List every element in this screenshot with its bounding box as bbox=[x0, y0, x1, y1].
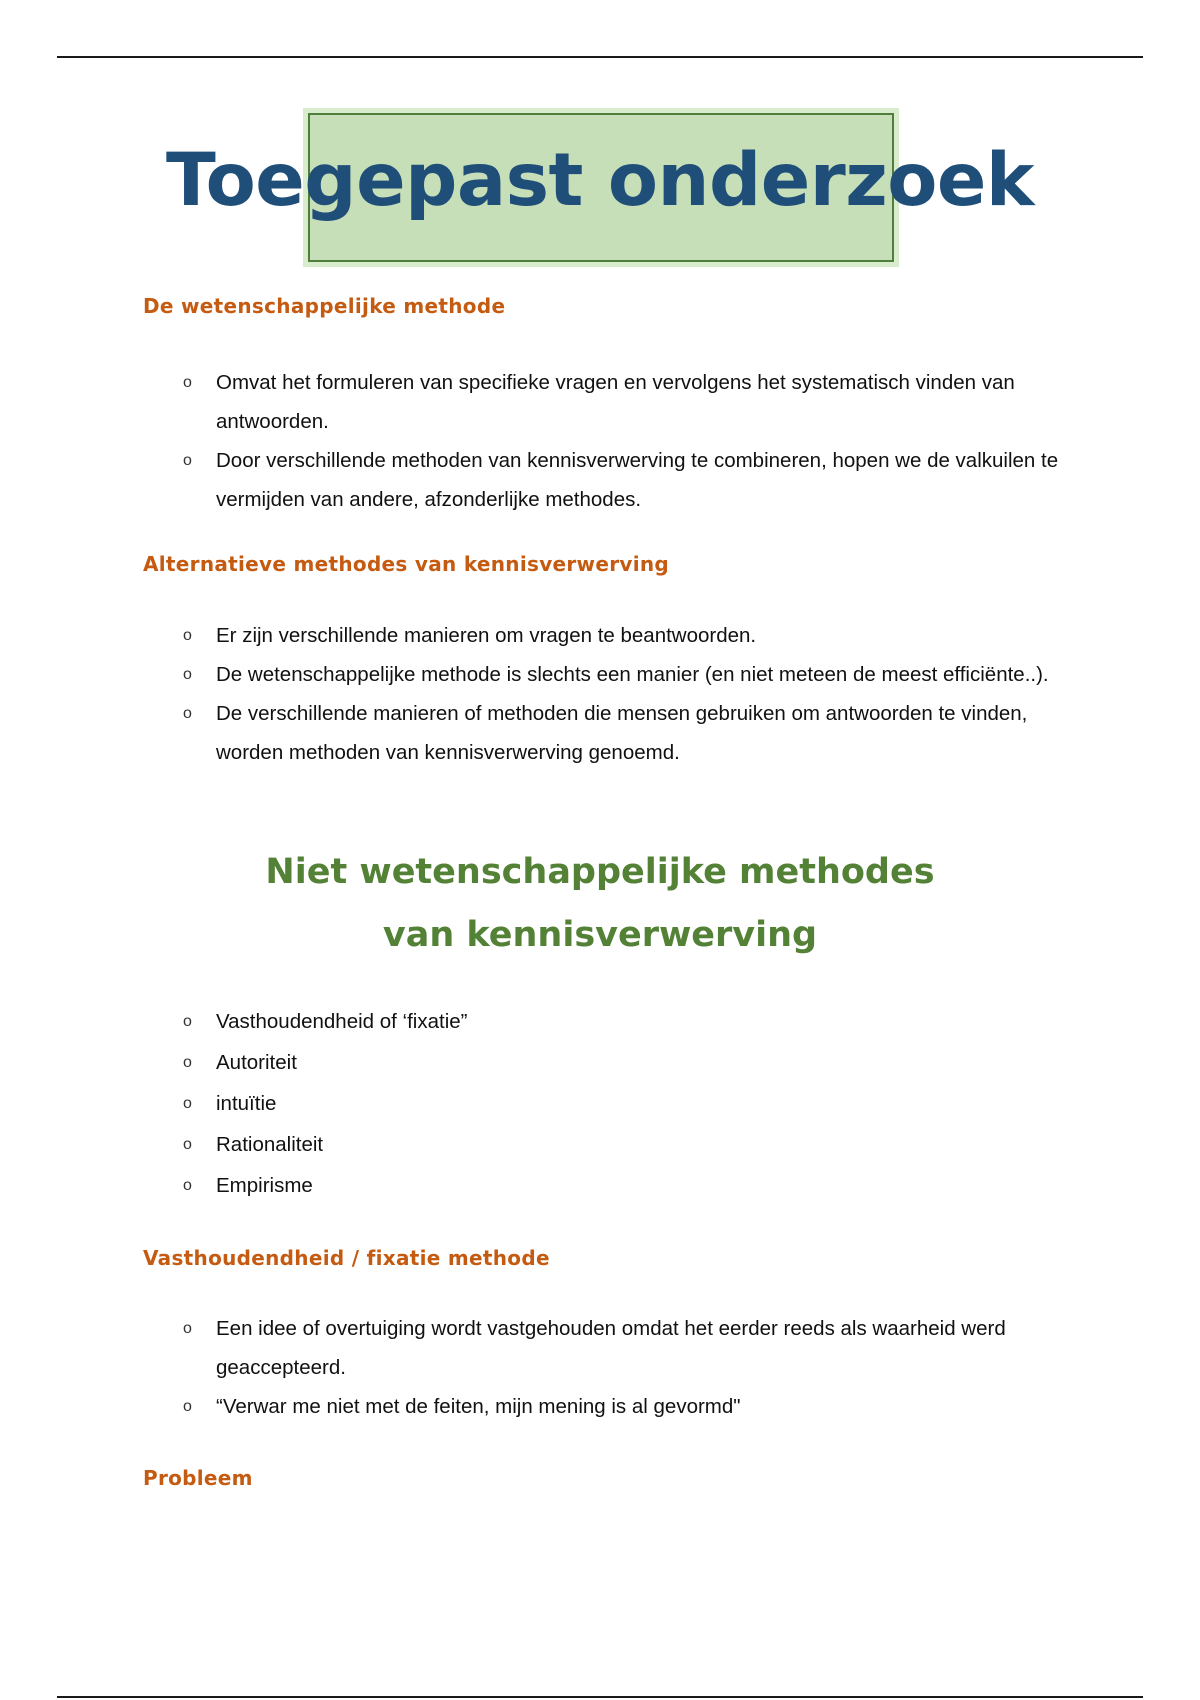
list-item bbox=[183, 616, 1063, 655]
section-heading-wetenschappelijke-methode: De wetenschappelijke methode bbox=[143, 294, 506, 318]
bullet-marker: o bbox=[183, 1398, 192, 1415]
title-area bbox=[0, 105, 1200, 265]
bullet-marker: o bbox=[183, 1136, 192, 1153]
methods-list bbox=[183, 1001, 1063, 1206]
subtitle-line-1: Niet wetenschappelijke methodes bbox=[265, 852, 935, 892]
list-item-text: Er zijn verschillende manieren om vragen te beantwoorden. bbox=[216, 624, 757, 647]
list-item bbox=[183, 655, 1063, 694]
list-item-text: De verschillende manieren of methoden die mensen gebruiken om antwoorden te vinden, worden methoden van kennisverwerving genoemd. bbox=[216, 702, 1028, 764]
list-item bbox=[183, 1309, 1063, 1387]
list-item bbox=[183, 1124, 1063, 1165]
list-item bbox=[183, 1165, 1063, 1206]
section-heading-vasthoudendheid: Vasthoudendheid / fixatie methode bbox=[143, 1246, 550, 1270]
page-title: Toegepast onderzoek bbox=[166, 138, 1034, 223]
list-item-text: De wetenschappelijke methode is slechts een manier (en niet meteen de meest efficiënte..). bbox=[216, 663, 1049, 686]
list-item-text: Empirisme bbox=[216, 1174, 313, 1197]
list-item-text: “Verwar me niet met de feiten, mijn mening is al gevormd" bbox=[216, 1395, 741, 1418]
list-item-text: Omvat het formuleren van specifieke vragen en vervolgens het systematisch vinden van antwoorden. bbox=[216, 371, 1015, 433]
bullet-marker: o bbox=[183, 1177, 192, 1194]
list-item bbox=[183, 1387, 1063, 1426]
bullet-marker: o bbox=[183, 1095, 192, 1112]
list-item-text: Autoriteit bbox=[216, 1051, 297, 1074]
top-rule bbox=[57, 56, 1143, 58]
bullet-list-alternatieve-methodes bbox=[183, 616, 1063, 772]
bullet-marker: o bbox=[183, 1054, 192, 1071]
list-item bbox=[183, 1042, 1063, 1083]
bullet-marker: o bbox=[183, 452, 192, 469]
list-item-text: Rationaliteit bbox=[216, 1133, 324, 1156]
list-item-text: Vasthoudendheid of ‘fixatie” bbox=[216, 1010, 468, 1033]
section-heading-probleem: Probleem bbox=[143, 1466, 253, 1490]
list-item bbox=[183, 441, 1063, 519]
bullet-list-wetenschappelijke-methode bbox=[183, 363, 1063, 519]
subtitle-line-2: van kennisverwerving bbox=[382, 915, 818, 955]
list-item bbox=[183, 694, 1063, 772]
bullet-marker: o bbox=[183, 666, 192, 683]
section-heading-alternatieve-methodes: Alternatieve methodes van kennisverwerving bbox=[143, 552, 670, 576]
bottom-rule bbox=[57, 1696, 1143, 1698]
list-item bbox=[183, 1001, 1063, 1042]
list-item bbox=[183, 363, 1063, 441]
bullet-marker: o bbox=[183, 1320, 192, 1337]
bullet-marker: o bbox=[183, 1013, 192, 1030]
list-item-text: intuïtie bbox=[216, 1092, 277, 1115]
bullet-marker: o bbox=[183, 627, 192, 644]
bullet-marker: o bbox=[183, 374, 192, 391]
list-item-text: Door verschillende methoden van kennisverwerving te combineren, hopen we de valkuilen te vermijden van andere, afzonderlijke methodes. bbox=[216, 449, 1059, 511]
list-item bbox=[183, 1083, 1063, 1124]
bullet-list-vasthoudendheid bbox=[183, 1309, 1063, 1426]
list-item-text: Een idee of overtuiging wordt vastgehouden omdat het eerder reeds als waarheid werd geaccepteerd. bbox=[216, 1317, 1006, 1379]
bullet-marker: o bbox=[183, 705, 192, 722]
